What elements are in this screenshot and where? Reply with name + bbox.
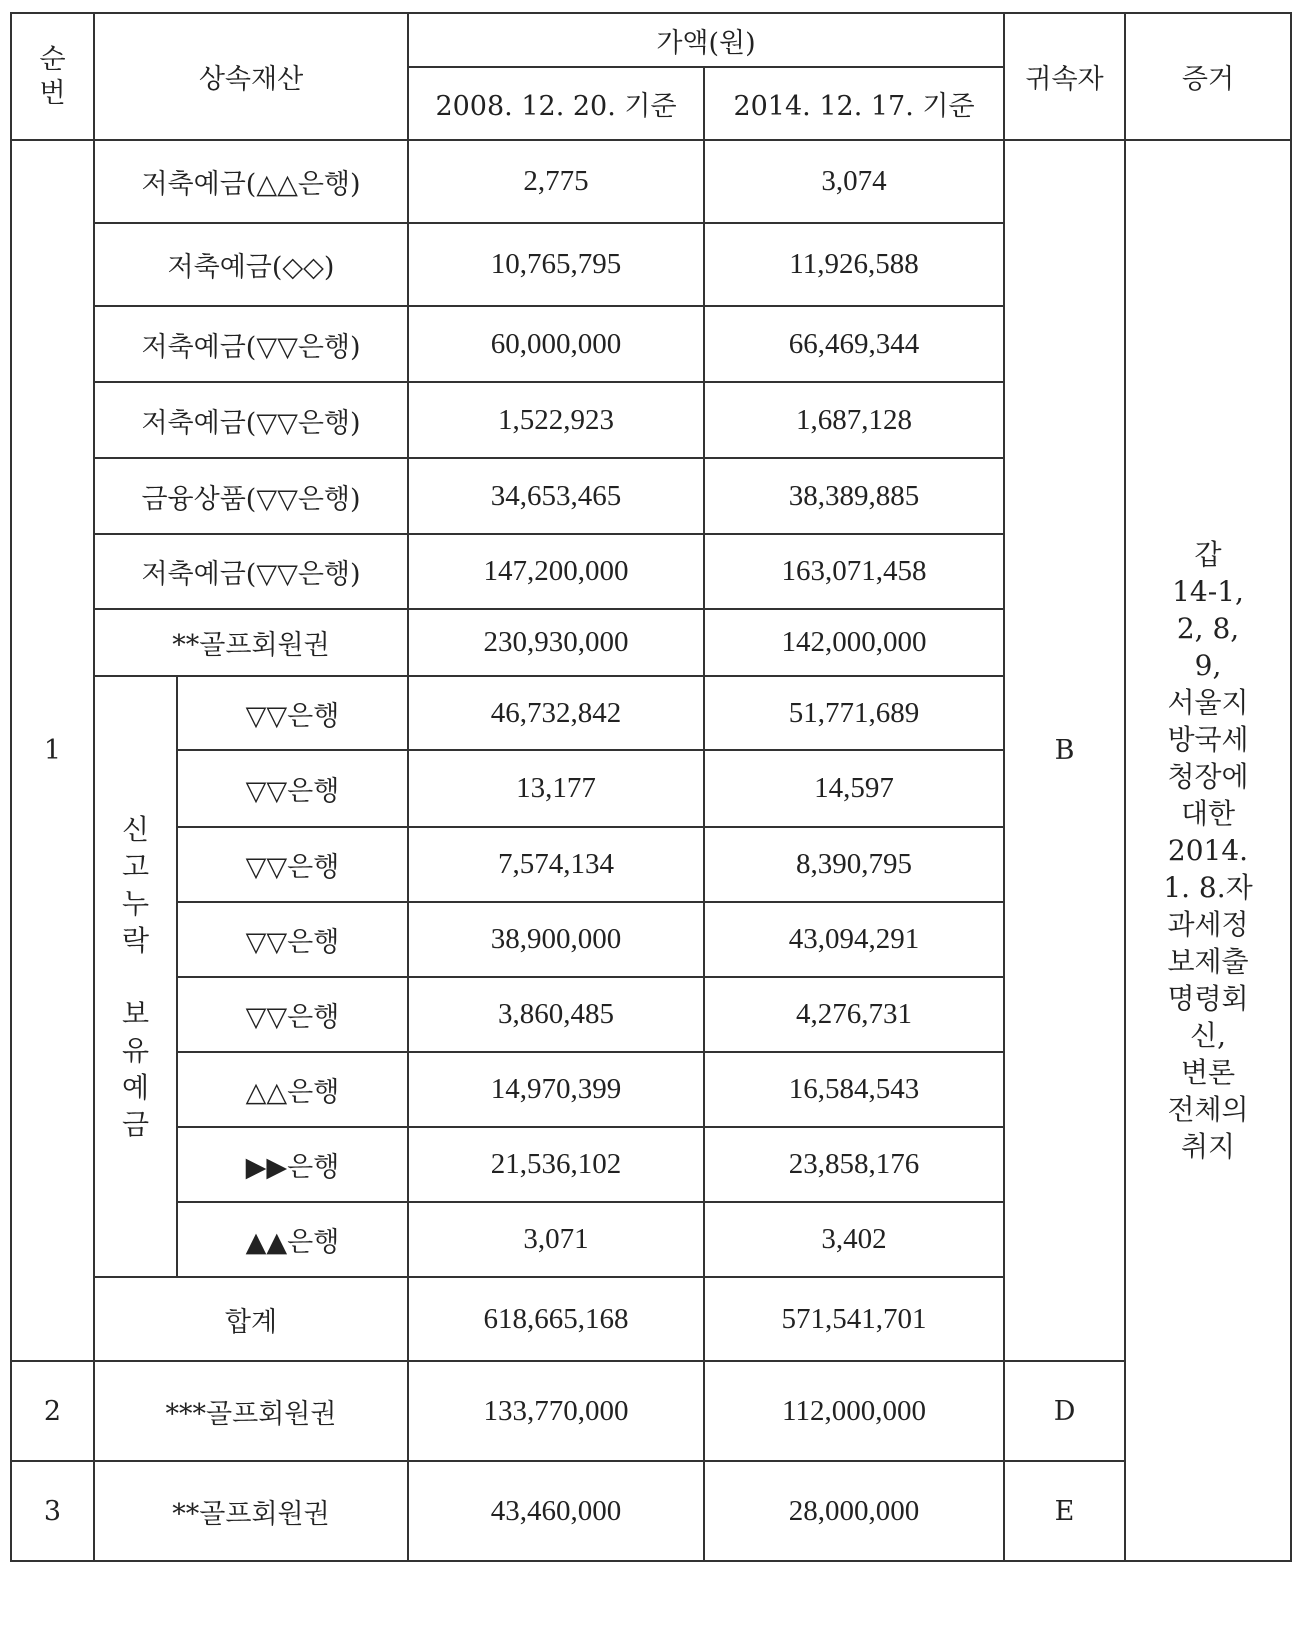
label-char: 유 — [121, 1033, 150, 1067]
evidence-line: 대한 — [1180, 797, 1236, 830]
header-property: 상속재산 — [94, 13, 408, 140]
value-2014: 51,771,689 — [704, 676, 1004, 750]
value-2014: 38,389,885 — [704, 458, 1004, 534]
unreported-deposits-label — [94, 676, 177, 1277]
evidence-line: 서울지 — [1167, 686, 1249, 719]
label-char: 금 — [121, 1107, 150, 1141]
property-name: ***골프회원권 — [94, 1361, 408, 1461]
bank-name: ▶▶은행 — [177, 1127, 408, 1202]
value-2008: 3,860,485 — [408, 977, 704, 1052]
value-2008: 21,536,102 — [408, 1127, 704, 1202]
value-2014: 142,000,000 — [704, 609, 1004, 676]
evidence-line: 방국세 — [1167, 723, 1249, 756]
value-2008: 147,200,000 — [408, 534, 704, 609]
bank-name: ▽▽은행 — [177, 902, 408, 977]
evidence-line: 명령회 — [1167, 982, 1249, 1015]
header-owner: 귀속자 — [1004, 13, 1125, 140]
value-2008: 3,071 — [408, 1202, 704, 1277]
table-row — [11, 1461, 1291, 1561]
value-2008: 230,930,000 — [408, 609, 704, 676]
header-date-2008: 2008. 12. 20. 기준 — [408, 67, 704, 140]
evidence-line: 2014. — [1167, 834, 1249, 867]
value-2014: 23,858,176 — [704, 1127, 1004, 1202]
label-char: 신 — [121, 812, 150, 846]
bank-name: △△은행 — [177, 1052, 408, 1127]
document-page — [10, 12, 1290, 1562]
header-row-1 — [11, 13, 1291, 67]
value-2014: 66,469,344 — [704, 306, 1004, 382]
bank-name: ▽▽은행 — [177, 676, 408, 750]
value-2014: 28,000,000 — [704, 1461, 1004, 1561]
label-char: 예 — [121, 1070, 150, 1104]
bank-name: ▽▽은행 — [177, 827, 408, 902]
evidence-line: 보제출 — [1167, 945, 1249, 978]
evidence-line: 갑 — [1194, 538, 1222, 571]
value-2008: 13,177 — [408, 750, 704, 827]
evidence-line: 14-1, — [1172, 575, 1244, 608]
value-2008: 46,732,842 — [408, 676, 704, 750]
bank-name: ▽▽은행 — [177, 750, 408, 827]
total-label: 합계 — [94, 1277, 408, 1361]
table-row — [11, 140, 1291, 223]
value-2008: 2,775 — [408, 140, 704, 223]
value-2008: 14,970,399 — [408, 1052, 704, 1127]
evidence-line: 1. 8.자 — [1163, 871, 1253, 904]
inheritance-property-table — [10, 12, 1292, 1562]
value-2008: 1,522,923 — [408, 382, 704, 458]
property-name: 저축예금(▽▽은행) — [94, 382, 408, 458]
evidence-line: 9, — [1194, 649, 1222, 682]
value-2008: 43,460,000 — [408, 1461, 704, 1561]
value-2008: 7,574,134 — [408, 827, 704, 902]
property-name: **골프회원권 — [94, 609, 408, 676]
row-number: 1 — [11, 140, 94, 1361]
evidence-line: 신, — [1190, 1019, 1226, 1052]
evidence-line: 과세정 — [1167, 908, 1249, 941]
header-date-2014: 2014. 12. 17. 기준 — [704, 67, 1004, 140]
property-name: 금융상품(▽▽은행) — [94, 458, 408, 534]
value-2014: 43,094,291 — [704, 902, 1004, 977]
property-name: **골프회원권 — [94, 1461, 408, 1561]
header-no-line2: 번 — [39, 77, 66, 109]
total-2014: 571,541,701 — [704, 1277, 1004, 1361]
property-name: 저축예금(▽▽은행) — [94, 534, 408, 609]
value-2008: 38,900,000 — [408, 902, 704, 977]
property-name: 저축예금(▽▽은행) — [94, 306, 408, 382]
label-char: 고 — [121, 849, 150, 883]
value-2014: 3,074 — [704, 140, 1004, 223]
property-name: 저축예금(△△은행) — [94, 140, 408, 223]
value-2014: 16,584,543 — [704, 1052, 1004, 1127]
table-row — [11, 1361, 1291, 1461]
value-2014: 163,071,458 — [704, 534, 1004, 609]
evidence-line: 2, 8, — [1176, 612, 1240, 645]
evidence-cell — [1125, 140, 1291, 1561]
evidence-line: 청장에 — [1167, 760, 1249, 793]
value-2014: 14,597 — [704, 750, 1004, 827]
label-char: 누 — [121, 886, 150, 920]
label-char: 보 — [121, 996, 150, 1030]
value-2008: 34,653,465 — [408, 458, 704, 534]
value-2008: 133,770,000 — [408, 1361, 704, 1461]
property-name: 저축예금(◇◇) — [94, 223, 408, 306]
row-number: 3 — [11, 1461, 94, 1561]
owner-cell: D — [1004, 1361, 1125, 1461]
bank-name: ▽▽은행 — [177, 977, 408, 1052]
value-2014: 4,276,731 — [704, 977, 1004, 1052]
value-2014: 112,000,000 — [704, 1361, 1004, 1461]
value-2008: 10,765,795 — [408, 223, 704, 306]
owner-cell: B — [1004, 140, 1125, 1361]
value-2014: 8,390,795 — [704, 827, 1004, 902]
total-2008: 618,665,168 — [408, 1277, 704, 1361]
evidence-line: 전체의 — [1167, 1093, 1249, 1126]
owner-cell: E — [1004, 1461, 1125, 1561]
header-evidence: 증거 — [1125, 13, 1291, 140]
header-value: 가액(원) — [408, 13, 1004, 67]
evidence-line: 취지 — [1180, 1130, 1236, 1163]
value-2008: 60,000,000 — [408, 306, 704, 382]
bank-name: ▲▲은행 — [177, 1202, 408, 1277]
value-2014: 11,926,588 — [704, 223, 1004, 306]
label-char: 락 — [121, 923, 150, 957]
header-no — [11, 13, 94, 140]
row-number: 2 — [11, 1361, 94, 1461]
value-2014: 3,402 — [704, 1202, 1004, 1277]
header-no-line1: 순 — [39, 43, 66, 75]
value-2014: 1,687,128 — [704, 382, 1004, 458]
evidence-line: 변론 — [1180, 1056, 1236, 1089]
label-gap — [95, 959, 176, 995]
